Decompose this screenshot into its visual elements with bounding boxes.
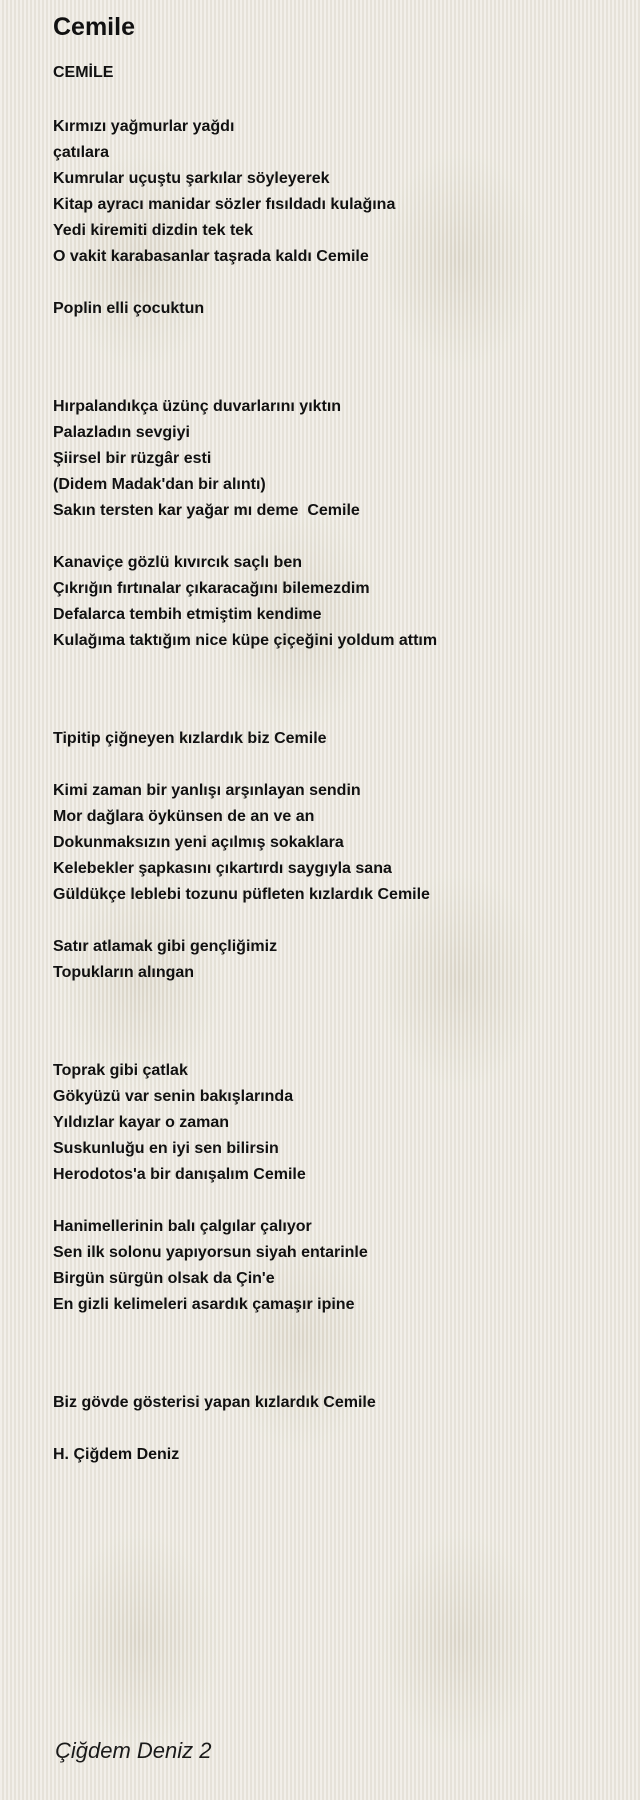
stanza-3 bbox=[53, 394, 613, 524]
poem-line: Kumrular uçuştu şarkılar söyleyerek bbox=[53, 170, 330, 187]
poem-line: Topukların alıngan bbox=[53, 964, 195, 981]
stanza-gap bbox=[53, 986, 613, 1058]
poem-line: (Didem Madak'dan bir alıntı) bbox=[53, 476, 266, 493]
stanza-gap bbox=[53, 524, 613, 550]
stanza-gap bbox=[53, 1318, 613, 1390]
stanza-5 bbox=[53, 726, 613, 752]
stanza-8 bbox=[53, 1058, 613, 1188]
stanza-2 bbox=[53, 296, 613, 322]
poem-body bbox=[53, 114, 613, 1416]
poem-line: Kimi zaman bir yanlışı arşınlayan sendin bbox=[53, 782, 361, 799]
stanza-9 bbox=[53, 1214, 613, 1318]
stanza-gap bbox=[53, 654, 613, 726]
stanza-gap bbox=[53, 270, 613, 296]
poem-line: Toprak gibi çatlak bbox=[53, 1062, 188, 1079]
poem-line: Satır atlamak gibi gençliğimiz bbox=[53, 938, 278, 955]
stanza-10 bbox=[53, 1390, 613, 1416]
poem-line: Suskunluğu en iyi sen bilirsin bbox=[53, 1140, 279, 1157]
stanza-gap bbox=[53, 752, 613, 778]
poem-line: Yıldızlar kayar o zaman bbox=[53, 1114, 230, 1131]
poem-line: Defalarca tembih etmiştim kendime bbox=[53, 606, 322, 623]
poem-line: Sen ilk solonu yapıyorsun siyah entarinle bbox=[53, 1244, 368, 1261]
poem-line: En gizli kelimeleri asardık çamaşır ipine bbox=[53, 1296, 355, 1313]
poem-line: Çıkrığın fırtınalar çıkaracağını bilemezdim bbox=[53, 580, 370, 597]
poem-line: Birgün sürgün olsak da Çin'e bbox=[53, 1270, 275, 1287]
poem-line: Yedi kiremiti dizdin tek tek bbox=[53, 222, 254, 239]
poem-line: Gökyüzü var senin bakışlarında bbox=[53, 1088, 294, 1105]
poem-line: Kırmızı yağmurlar yağdı bbox=[53, 118, 235, 135]
stanza-6 bbox=[53, 778, 613, 908]
poem-subtitle: CEMİLE bbox=[53, 64, 114, 81]
poem-line: çatılara bbox=[53, 144, 110, 161]
poem-line: Sakın tersten kar yağar mı deme Cemile bbox=[53, 502, 360, 519]
author-signature: Çiğdem Deniz 2 bbox=[55, 1738, 212, 1763]
stanza-gap bbox=[53, 322, 613, 394]
poem-line: Mor dağlara öykünsen de an ve an bbox=[53, 808, 315, 825]
stanza-7 bbox=[53, 934, 613, 986]
poem-line: Hırpalandıkça üzünç duvarlarını yıktın bbox=[53, 398, 342, 415]
poem-line: Dokunmaksızın yeni açılmış sokaklara bbox=[53, 834, 344, 851]
poem-line: Palazladın sevgiyi bbox=[53, 424, 190, 441]
stanza-gap bbox=[53, 908, 613, 934]
poem-line: Kanaviçe gözlü kıvırcık saçlı ben bbox=[53, 554, 302, 571]
poem-line: Kitap ayracı manidar sözler fısıldadı kulağına bbox=[53, 196, 396, 213]
poem-line: O vakit karabasanlar taşrada kaldı Cemile bbox=[53, 248, 369, 265]
poem-line: Hanimellerinin balı çalgılar çalıyor bbox=[53, 1218, 312, 1235]
poem-author: H. Çiğdem Deniz bbox=[53, 1446, 180, 1463]
stanza-gap bbox=[53, 1188, 613, 1214]
poem-line: Kulağıma taktığım nice küpe çiçeğini yoldum attım bbox=[53, 632, 438, 649]
poem-line: Poplin elli çocuktun bbox=[53, 300, 205, 317]
poem-line: Kelebekler şapkasını çıkartırdı saygıyla sana bbox=[53, 860, 392, 877]
poem-line: Biz gövde gösterisi yapan kızlardık Cemile bbox=[53, 1394, 376, 1411]
poem-page bbox=[53, 0, 613, 1468]
poem-line: Tipitip çiğneyen kızlardık biz Cemile bbox=[53, 730, 327, 747]
poem-line: Herodotos'a bir danışalım Cemile bbox=[53, 1166, 306, 1183]
poem-line: Güldükçe leblebi tozunu püfleten kızlardık Cemile bbox=[53, 886, 430, 903]
stanza-1 bbox=[53, 114, 613, 270]
poem-line: Şiirsel bir rüzgâr esti bbox=[53, 450, 212, 467]
stanza-4 bbox=[53, 550, 613, 654]
page-title: Cemile bbox=[53, 13, 135, 41]
